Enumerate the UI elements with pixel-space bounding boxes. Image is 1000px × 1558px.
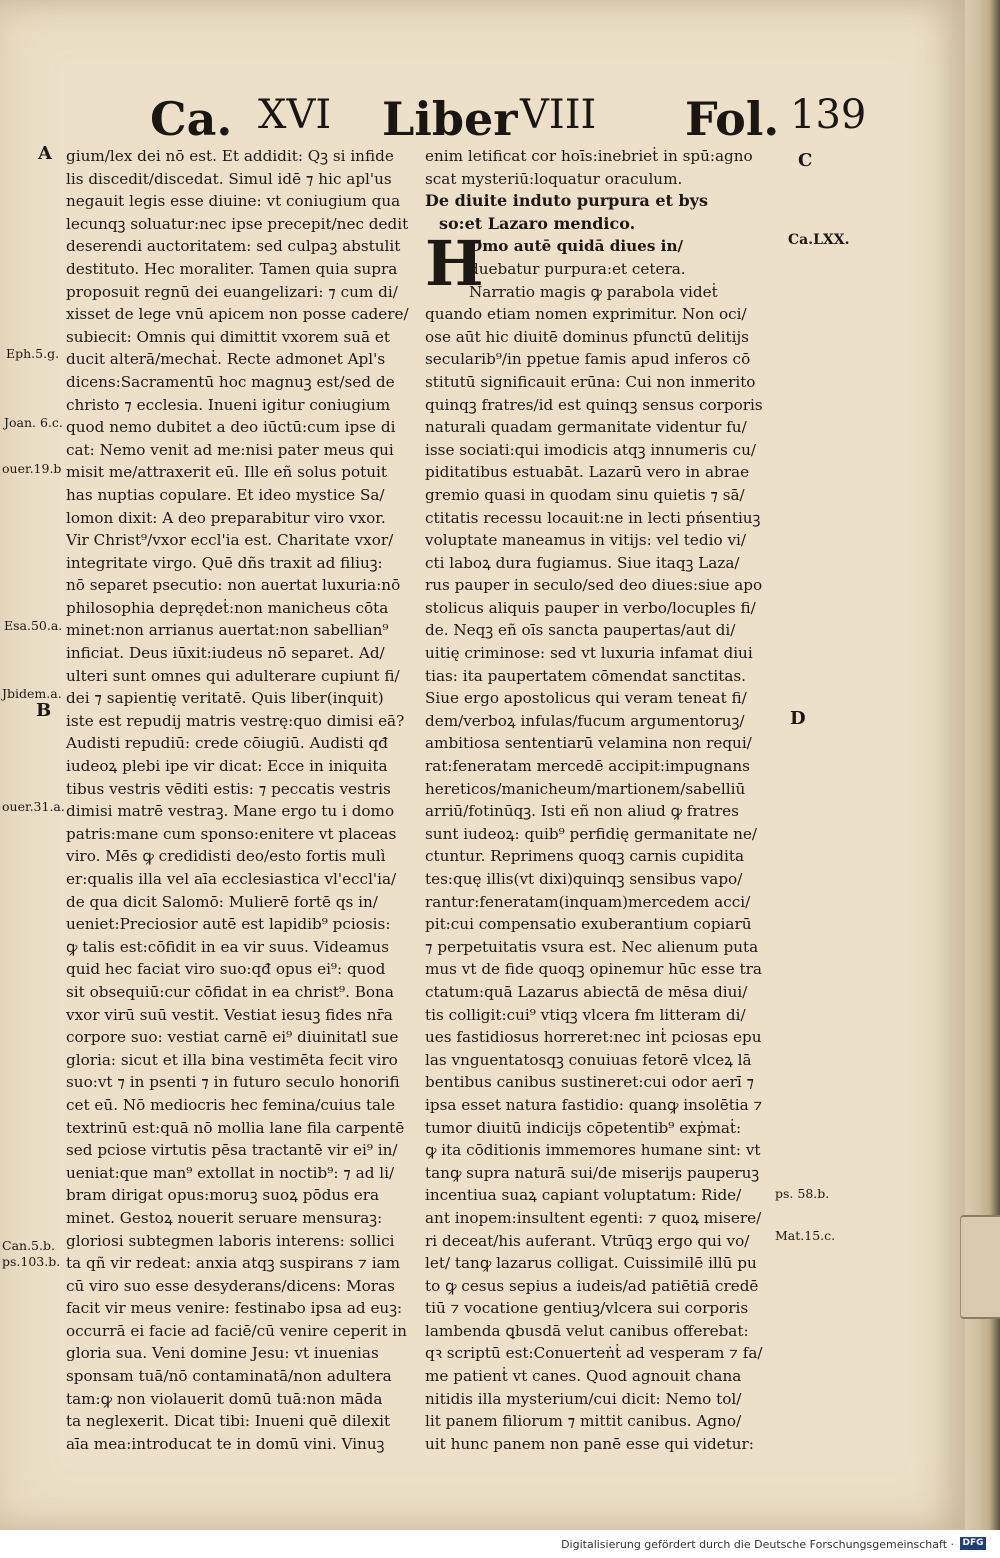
text-line: iste est repudij matris vestrę:quo dimisi eā? [66,711,405,730]
text-line: tam:ꝙ non violauerit domū tuā:non māda [66,1389,383,1408]
text-line: misit me/attraxerit eū. Ille eñ solus potuit [66,463,387,482]
text-line: isse sociati:qui imodicis atqꝫ innumeris cu/ [425,440,757,459]
text-line: inficiat. Deus iūxit:iudeus nō separet. Ad/ [66,644,385,663]
text-line: tes:quę illis(vt dixi)quinqꝫ sensibus vapo/ [425,870,743,888]
text-line: quid hec faciat viro suo:qđ opus ei⁹: quod [66,960,386,979]
text-line: suo:vt ⁊ in psenti ⁊ in futuro seculo honorifi [66,1073,400,1092]
text-line: gloriosi subtegmen laboris interens: sollici [66,1231,395,1250]
text-line: quando etiam nomen exprimitur. Non oci/ [425,305,747,324]
margin-note: Jbidem.a. [2,686,62,701]
decorated-initial: H [425,227,484,300]
text-line: lecunqꝫ soluatur:nec ipse precepit/nec dedit [66,214,409,233]
text-line: destituto. Hec moraliter. Tamen quia supra [66,259,398,278]
margin-note: Can.5.b. [2,1238,55,1253]
header-liber: Liber [382,92,518,146]
text-line: tumor diuitū indicijs cōpetentib⁹ exṗmaṫ: [425,1118,742,1137]
text-line: ueniet:Preciosior autē est lapidib⁹ pciosis: [66,915,391,934]
text-line: gloria sua. Veni domine Jesu: vt inuenias [66,1344,379,1363]
text-line: gloria: sicut et illa bina vestimēta fecit viro [66,1050,398,1069]
text-line: pit:cui compensatio exuberantium copiarū [425,915,752,934]
header-folio-number: 139 [790,92,867,138]
header-book-number: VIII [520,92,597,138]
text-line: uitię criminose: sed vt luxuria infamat diui [425,644,753,663]
text-line: qꝛ scriptū est:Conuerteṅṫ ad vesperam ⁊ fa/ [425,1344,763,1363]
text-line: xisset de lege vnū apicem non posse cadere/ [66,305,409,324]
text-line: to ꝙ cesus sepius a iudeis/ad patiētiā credē [425,1276,759,1295]
text-line: rantur:feneratam(inquam)mercedem acci/ [425,892,751,911]
text-line: sponsam tuā/nō contaminatā/non adultera [66,1367,392,1386]
margin-note: Eph.5.g. [6,346,60,361]
margin-note: Esa.50.a. [4,618,63,633]
text-line: christo ⁊ ecclesia. Inueni igitur coniugium [66,395,391,414]
text-line: minet. Gestoꝝ nouerit seruare mensuraꝫ: [66,1208,383,1227]
text-line: ctatum:quā Lazarus abiectā de mēsa diui/ [425,982,748,1001]
section-mark-b: B [36,700,52,721]
text-line: ueniat:que man⁹ extollat in noctib⁹: ⁊ ad li/ [66,1163,395,1182]
section-heading: so:et Lazaro mendico. [439,213,636,233]
text-line: deserendi auctoritatem: sed culpaꝫ abstulit [66,237,401,256]
text-line: er:qualis illa vel aīa ecclesiastica vl'eccl'ia/ [66,870,397,888]
text-line: cat: Nemo venit ad me:nisi pater meus qui [66,440,394,459]
text-line: de qua dicit Salomō: Mulierē fortē qs in/ [66,892,378,911]
text-line: naturali quadam germanitate videntur fu/ [425,418,747,437]
text-line: ta neglexerit. Dicat tibi: Inueni quē dilexit [66,1412,391,1431]
text-line: sit obsequiū:cur cōfidat in ea christ⁹. Bona [66,982,394,1001]
text-line: arriū/fotinūqꝫ. Isti eñ non aliud ꝙ fratres [425,802,739,821]
margin-note: Joan. 6.c. [4,415,63,430]
text-line: lis discedit/discedat. Simul idē ⁊ hic apl'us [66,169,392,188]
text-line: rus pauper in seculo/sed deo diues:siue apo [425,576,763,595]
text-line: voluptate maneamus in vitijs: vel tedio vi/ [425,531,747,550]
footer-credit: Digitalisierung gefördert durch die Deutsche Forschungsgemeinschaft · [561,1538,954,1551]
text-line: philosophia deprędeṫ:non manicheus cōta [66,598,389,617]
text-line: hereticos/manicheum/martionem/sabelliū [425,779,746,798]
text-line: tis colligit:cui⁹ vtiqꝫ vlcera fm litteram di/ [425,1005,746,1024]
text-line: corpore suo: vestiat carnē ei⁹ diuinitatl sue [66,1028,399,1047]
text-line: mus vt de fide quoqꝫ opinemur hūc esse tra [425,960,762,979]
text-line: bentibus canibus sustineret:cui odor aerī ⁊ [425,1073,755,1092]
text-line: stolicus aliquis pauper in verbo/locuples fi/ [425,598,756,617]
text-line: ose aūt hic diuitē dominus pfunctū delitijs [425,327,749,346]
text-line: ta qñ vir redeat: anxia atqꝫ suspirans ⁊ iam [66,1254,401,1273]
text-line: tanꝙ supra naturā sui/de miserijs pauperuꝫ [425,1163,760,1182]
margin-note-chapter: Ca.LXX. [788,232,850,248]
text-line: ⁊ perpetuitatis vsura est. Nec alienum puta [425,937,759,956]
text-line: duebatur purpura:et cetera. [469,259,686,278]
text-line: let/ tanꝙ lazarus colligat. Cuissimilē illū pu [425,1254,757,1273]
bookmark-tab [960,1215,1000,1319]
text-line: bram dirigat opus:moruꝫ suoꝝ pōdus era [66,1186,380,1205]
text-line: Narratio magis ꝙ parabola videṫ [469,282,718,301]
text-line: dicens:Sacramentū hoc magnuꝫ est/sed de [66,372,395,391]
text-line: ri deceat/his auferant. Vtrūqꝫ ergo qui vo/ [425,1231,750,1250]
text-line: enim letificat cor hoīs:inebrieṫ in spū:agno [425,147,753,165]
text-line: dem/verboꝝ infulas/fucum argumentoruꝫ/ [425,711,745,730]
text-line: tias: ita paupertatem cōmendat sanctitas. [425,666,747,685]
text-line: ducit alterā/mechaṫ. Recte admonet Apl's [66,350,386,369]
text-line: quod nemo dubitet a deo iūctū:cum ipse di [66,418,396,437]
text-line: facit vir meus venire: festinabo ipsa ad euꝫ: [66,1299,403,1318]
text-line: minet:non arrianus auertat:non sabellian⁹ [66,621,389,640]
text-line: dei ⁊ sapientię veritatē. Quis liber(inquit) [66,689,384,708]
text-line: lit panem filiorum ⁊ mittit canibus. Agno/ [425,1412,742,1431]
text-line: gium/lex dei nō est. Et addidit: Qꝫ si infide [66,147,394,165]
text-line: dimisi matrē vestraꝫ. Mane ergo tu i domo [66,802,395,821]
text-line: Siue ergo apostolicus qui veram teneat fi/ [425,689,747,708]
header-chapter-number: XVI [258,92,332,138]
text-line: viro. Mēs ꝙ credidisti deo/esto fortis mulì [66,847,386,866]
text-line: lomon dixit: A deo preparabitur viro vxor. [66,508,386,527]
text-line: has nuptias copulare. Et ideo mystice Sa/ [66,485,385,504]
text-column-right [425,145,785,1455]
text-line: ctitatis recessu locauit:ne in lecti pńsentiuꝫ [425,508,761,527]
text-line: ambitiosa sententiarū velamina non requi/ [425,734,752,753]
text-line: secularib⁹/in ppetue famis apud inferos cō [425,350,751,369]
text-line: negauit legis esse diuine: vt coniugium qua [66,192,401,211]
text-line: ulteri sunt omnes qui adulterare cupiunt fi/ [66,666,400,685]
text-line: piditatibus estuabāt. Lazarū vero in abrae [425,463,750,482]
text-line: vxor virū suū vestit. Vestiat iesuꝫ fides nr̄a [66,1005,393,1024]
text-line: tiū ⁊ vocatione gentiuꝫ/vlcera sui corporis [425,1299,749,1318]
text-line: ipsa esset natura fastidio: quanꝙ insolētia ⁊ [425,1095,763,1114]
text-line: de. Neqꝫ eñ oīs sancta paupertas/aut di/ [425,621,736,640]
margin-note: ps.103.b. [2,1254,61,1269]
section-heading: De diuite induto purpura et bys [425,191,708,211]
text-line: lambenda ꝗbusdā velut canibus offerebat: [425,1321,749,1340]
text-line: ant inopem:insultent egenti: ⁊ quoꝝ misere/ [425,1208,762,1227]
text-line: me patienṫ vt canes. Quod agnouit chana [425,1367,742,1386]
text-line: aīa mea:introducat te in domū vini. Vinuꝫ [66,1434,385,1453]
text-line: tibus vestris vēditi estis: ⁊ peccatis vestris [66,779,391,798]
text-line: proposuit regnū dei euangelizari: ⁊ cum di/ [66,282,398,301]
text-line: textrinū est:quā nō mollia lane fila carpentē [66,1118,405,1137]
text-line: ꝙ talis est:cōfidit in ea vir suus. Videamus [66,937,389,956]
text-line: sunt iudeoꝝ: quib⁹ perfidię germanitate ne/ [425,824,758,843]
header-fol: Fol. [685,92,780,146]
section-mark-a: A [38,143,52,164]
section-mark-c: C [798,150,813,171]
text-line: stitutū significauit erūna: Cui non inmerito [425,372,756,391]
text-line: Vir Christ⁹/vxor eccl'ia est. Charitate vxor/ [66,531,394,550]
text-line: cet eū. Nō mediocris hec femina/cuius tale [66,1095,395,1114]
dfg-logo: DFG [960,1537,986,1550]
text-line: occurrā ei facie ad faciē/cū venire ceperit in [66,1321,407,1340]
margin-note: ps. 58.b. [775,1186,830,1201]
text-line: cti laboꝝ dura fugiamus. Siue itaqꝫ Laza/ [425,553,740,572]
text-line: sed pciose virtutis pēsa tractantē vir ei⁹ in/ [66,1141,398,1160]
text-line: ctuntur. Reprimens quoqꝫ carnis cupidita [425,847,744,866]
text-line: ꝙ ita cōditionis immemores humane sint: vt [425,1141,761,1160]
text-line: nitidis illa mysterium/cui dicit: Nemo tol/ [425,1389,742,1408]
text-line: ues fastidiosus horreret:nec inṫ pciosas epu [425,1028,762,1047]
text-column-left [66,145,411,1455]
text-line: patris:mane cum sponso:enitere vt placeas [66,824,397,843]
text-line: quinqꝫ fratres/id est quinqꝫ sensus corporis [425,395,763,414]
text-line: iudeoꝝ plebi ipe vir dicat: Ecce in iniquita [66,757,388,776]
text-line: incentiua suaꝝ capiant voluptatum: Ride/ [425,1186,742,1205]
section-mark-d: D [790,708,806,729]
text-line: subiecit: Omnis qui dimittit vxorem suā et [66,327,391,346]
text-line: uit hunc panem non panē esse qui videtur: [425,1434,754,1453]
text-line: scat mysteriū:loquatur oraculum. [425,169,683,188]
digitization-footer [0,1530,1000,1558]
text-line: Audisti repudiū: crede cōiugiū. Audisti qđ [66,734,388,753]
text-line: integritate virgo. Quē dñs traxit ad filiuꝫ: [66,553,383,572]
text-line: nō separet psecutio: non auertat luxuria:nō [66,576,401,595]
text-line: rat:feneratam mercedē accipit:impugnans [425,757,750,776]
text-line: las vnguentatosqꝫ conuiuas fetorē vlceꝝ lā [425,1050,752,1069]
text-line: gremio quasi in quodam sinu quietis ⁊ sā/ [425,485,745,504]
text-line: Omo autē quidā diues in/ [469,237,684,256]
margin-note: ouer.31.a. [2,799,65,814]
header-ca: Ca. [150,92,233,146]
margin-note: ouer.19.b [2,461,62,476]
margin-note: Mat.15.c. [775,1228,836,1243]
text-line: cū viro suo esse desyderans/dicens: Moras [66,1276,395,1295]
